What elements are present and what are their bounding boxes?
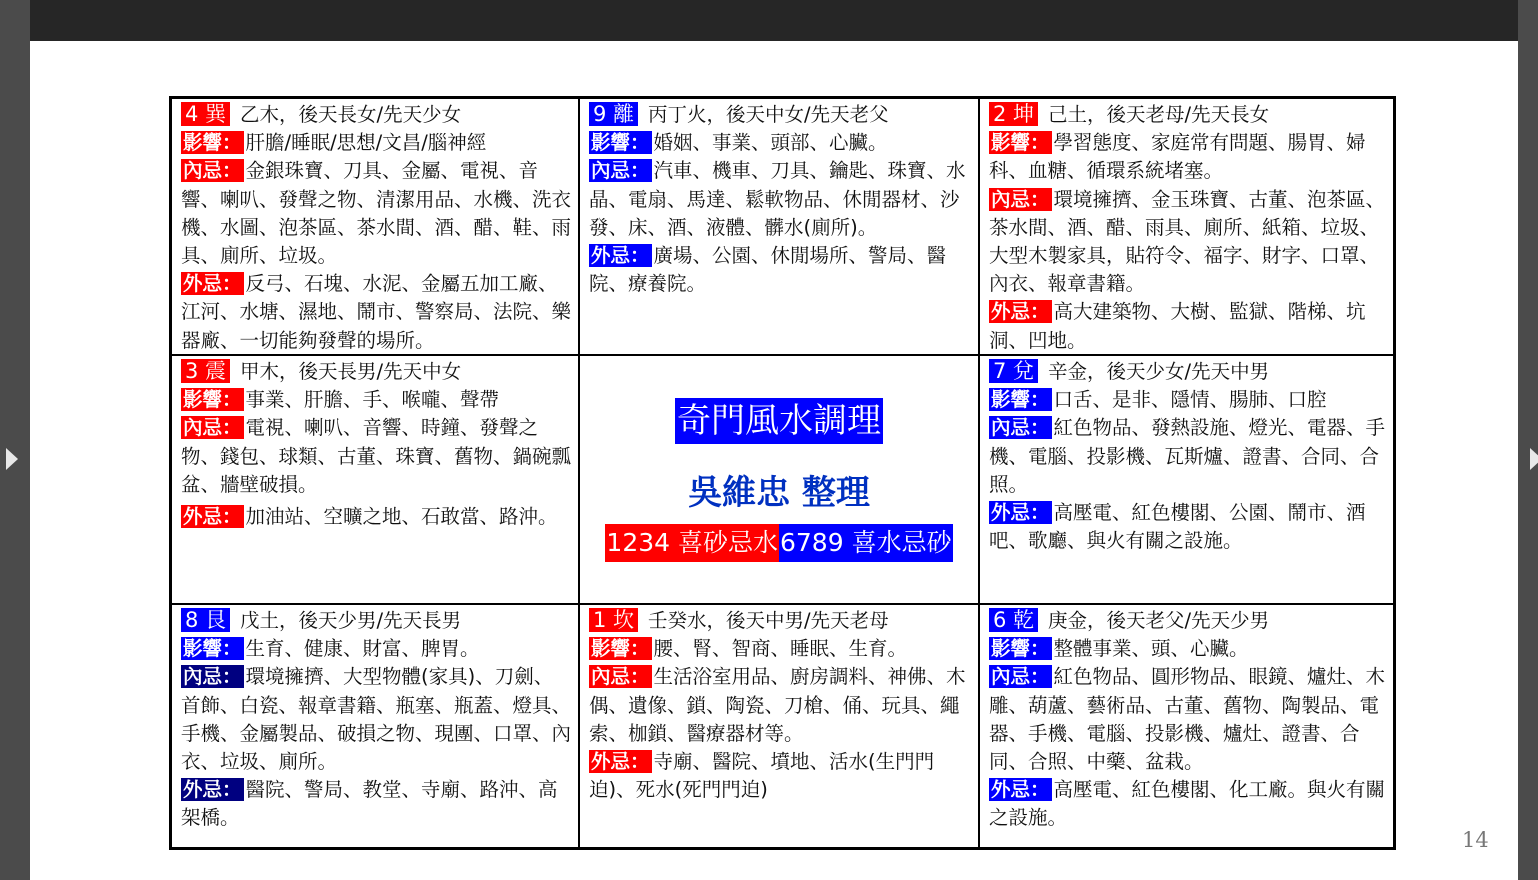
influence-text: 學習態度、家庭常有問題、腸胃、婦科、血糖、循環系統堵塞。 xyxy=(989,131,1366,183)
gua-desc: 丙丁火，後天中女/先天老父 xyxy=(648,103,889,126)
outer-taboo-text: 高壓電、紅色樓閣、公園、鬧市、酒吧、歌廳、與火有關之設施。 xyxy=(989,501,1366,553)
influence-tag: 影響： xyxy=(183,131,242,155)
influence-text: 肝膽/睡眠/思想/文昌/腦神經 xyxy=(245,131,487,155)
outer-taboo-tag: 外忌： xyxy=(991,778,1050,802)
gua-label: 4 巽 xyxy=(181,102,230,126)
inner-taboo-tag: 內忌： xyxy=(591,665,650,689)
gua-label: 8 艮 xyxy=(181,608,230,632)
outer-taboo-tag: 外忌： xyxy=(591,750,650,774)
outer-taboo-text: 醫院、警局、教堂、寺廟、路沖、高架橋。 xyxy=(181,778,558,830)
influence-tag: 影響： xyxy=(991,637,1050,661)
influence-tag: 影響： xyxy=(991,388,1050,412)
fengshui-grid xyxy=(169,96,1396,850)
outer-taboo-tag: 外忌： xyxy=(991,501,1050,525)
cell-zhen xyxy=(172,356,580,605)
influence-text: 婚姻、事業、頭部、心臟。 xyxy=(653,131,888,155)
gua-desc: 庚金，後天老父/先天少男 xyxy=(1048,609,1270,632)
rule-red: 1234 喜砂忌水 xyxy=(605,524,779,562)
outer-taboo-tag: 外忌： xyxy=(991,300,1050,324)
outer-taboo-tag: 外忌： xyxy=(183,272,242,296)
influence-tag: 影響： xyxy=(591,131,650,155)
gua-desc: 戊土，後天少男/先天長男 xyxy=(240,609,462,632)
gua-label: 9 離 xyxy=(589,102,638,126)
cell-xun xyxy=(172,99,580,356)
inner-taboo-text: 紅色物品、發熱設施、燈光、電器、手機、電腦、投影機、瓦斯爐、證書、合同、合照。 xyxy=(989,416,1386,496)
inner-taboo-tag: 內忌： xyxy=(991,187,1050,211)
gua-desc: 甲木，後天長男/先天中女 xyxy=(240,360,462,383)
outer-taboo-tag: 外忌： xyxy=(183,505,242,529)
inner-taboo-text: 電視、喇叭、音響、時鐘、發聲之物、錢包、球類、古董、珠寶、舊物、鍋碗瓢盆、牆壁破損。 xyxy=(181,416,572,496)
influence-text: 腰、腎、智商、睡眠、生育。 xyxy=(653,637,908,661)
gua-desc: 己土，後天老母/先天長女 xyxy=(1048,103,1270,126)
water-sand-rule xyxy=(605,524,952,562)
outer-taboo-text: 廣場、公園、休閒場所、警局、醫院、療養院。 xyxy=(589,244,947,296)
gua-label: 6 乾 xyxy=(989,608,1038,632)
influence-text: 事業、肝膽、手、喉嚨、聲帶 xyxy=(245,388,500,412)
gua-desc: 乙木，後天長女/先天少女 xyxy=(240,103,462,126)
influence-tag: 影響： xyxy=(591,637,650,661)
inner-taboo-tag: 內忌： xyxy=(183,416,242,440)
gua-label: 2 坤 xyxy=(989,102,1038,126)
outer-taboo-text: 寺廟、醫院、墳地、活水(生門門迫)、死水(死門門迫) xyxy=(589,750,935,802)
center-author: 吳維忠 整理 xyxy=(688,473,870,513)
cell-li xyxy=(580,99,980,356)
viewer-top-bar xyxy=(30,0,1518,41)
outer-taboo-text: 高大建築物、大樹、監獄、階梯、坑洞、凹地。 xyxy=(989,300,1366,352)
inner-taboo-tag: 內忌： xyxy=(591,159,650,183)
outer-taboo-tag: 外忌： xyxy=(591,244,650,268)
cell-kan xyxy=(580,605,980,847)
inner-taboo-tag: 內忌： xyxy=(991,665,1050,689)
rule-blue: 6789 喜水忌砂 xyxy=(779,524,953,562)
previous-page-arrow-icon[interactable] xyxy=(6,448,18,470)
outer-taboo-text: 反弓、石塊、水泥、金屬五加工廠、江河、水塘、濕地、鬧市、警察局、法院、樂器廠、一切能夠發聲的場所。 xyxy=(181,272,572,352)
inner-taboo-tag: 內忌： xyxy=(183,159,242,183)
cell-gen xyxy=(172,605,580,847)
influence-text: 生育、健康、財富、脾胃。 xyxy=(245,637,480,661)
outer-taboo-tag: 外忌： xyxy=(183,778,242,802)
gua-label: 7 兌 xyxy=(989,359,1038,383)
influence-text: 口舌、是非、隱情、腸肺、口腔 xyxy=(1053,388,1327,412)
inner-taboo-tag: 內忌： xyxy=(183,665,242,689)
page-number: 14 xyxy=(1462,828,1489,852)
cell-kun xyxy=(980,99,1393,356)
cell-center xyxy=(580,356,980,605)
center-title: 奇門風水調理 xyxy=(675,398,883,444)
inner-taboo-tag: 內忌： xyxy=(991,416,1050,440)
outer-taboo-text: 高壓電、紅色樓閣、化工廠。與火有關之設施。 xyxy=(989,778,1386,830)
outer-taboo-text: 加油站、空曠之地、石敢當、路沖。 xyxy=(245,505,558,529)
inner-taboo-text: 生活浴室用品、廚房調料、神佛、木偶、遺像、鎖、陶瓷、刀槍、俑、玩具、繩索、枷鎖、醫療器材等。 xyxy=(589,665,966,745)
cell-qian xyxy=(980,605,1393,847)
influence-text: 整體事業、頭、心臟。 xyxy=(1053,637,1249,661)
inner-taboo-text: 環境擁擠、金玉珠寶、古董、泡茶區、茶水間、酒、醋、雨具、廁所、紙箱、垃圾、大型木製家具，貼符令、福字、財字、口罩、內衣、報章書籍。 xyxy=(989,187,1386,296)
gua-label: 3 震 xyxy=(181,359,230,383)
cell-dui xyxy=(980,356,1393,605)
gua-label: 1 坎 xyxy=(589,608,638,632)
inner-taboo-text: 汽車、機車、刀具、鑰匙、珠寶、水晶、電扇、馬達、鬆軟物品、休閒器材、沙發、床、酒、液體、髒水(廁所)。 xyxy=(589,159,966,239)
inner-taboo-text: 紅色物品、圓形物品、眼鏡、爐灶、木雕、葫蘆、藝術品、古董、舊物、陶製品、電器、手機、電腦、投影機、爐灶、證書、合同、合照、中藥、盆栽。 xyxy=(989,665,1386,774)
influence-tag: 影響： xyxy=(183,388,242,412)
inner-taboo-text: 環境擁擠、大型物體(家具)、刀劍、首飾、白瓷、報章書籍、瓶塞、瓶蓋、燈具、手機、金屬製品、破損之物、現團、口罩、內衣、垃圾、廁所。 xyxy=(181,665,572,774)
next-page-arrow-icon[interactable] xyxy=(1530,448,1538,470)
gua-desc: 辛金，後天少女/先天中男 xyxy=(1048,360,1270,383)
influence-tag: 影響： xyxy=(991,131,1050,155)
inner-taboo-text: 金銀珠寶、刀具、金屬、電視、音響、喇叭、發聲之物、清潔用品、水機、洗衣機、水圖、泡茶區、茶水間、酒、醋、鞋、雨具、廁所、垃圾。 xyxy=(181,159,572,268)
influence-tag: 影響： xyxy=(183,637,242,661)
gua-desc: 壬癸水，後天中男/先天老母 xyxy=(648,609,889,632)
